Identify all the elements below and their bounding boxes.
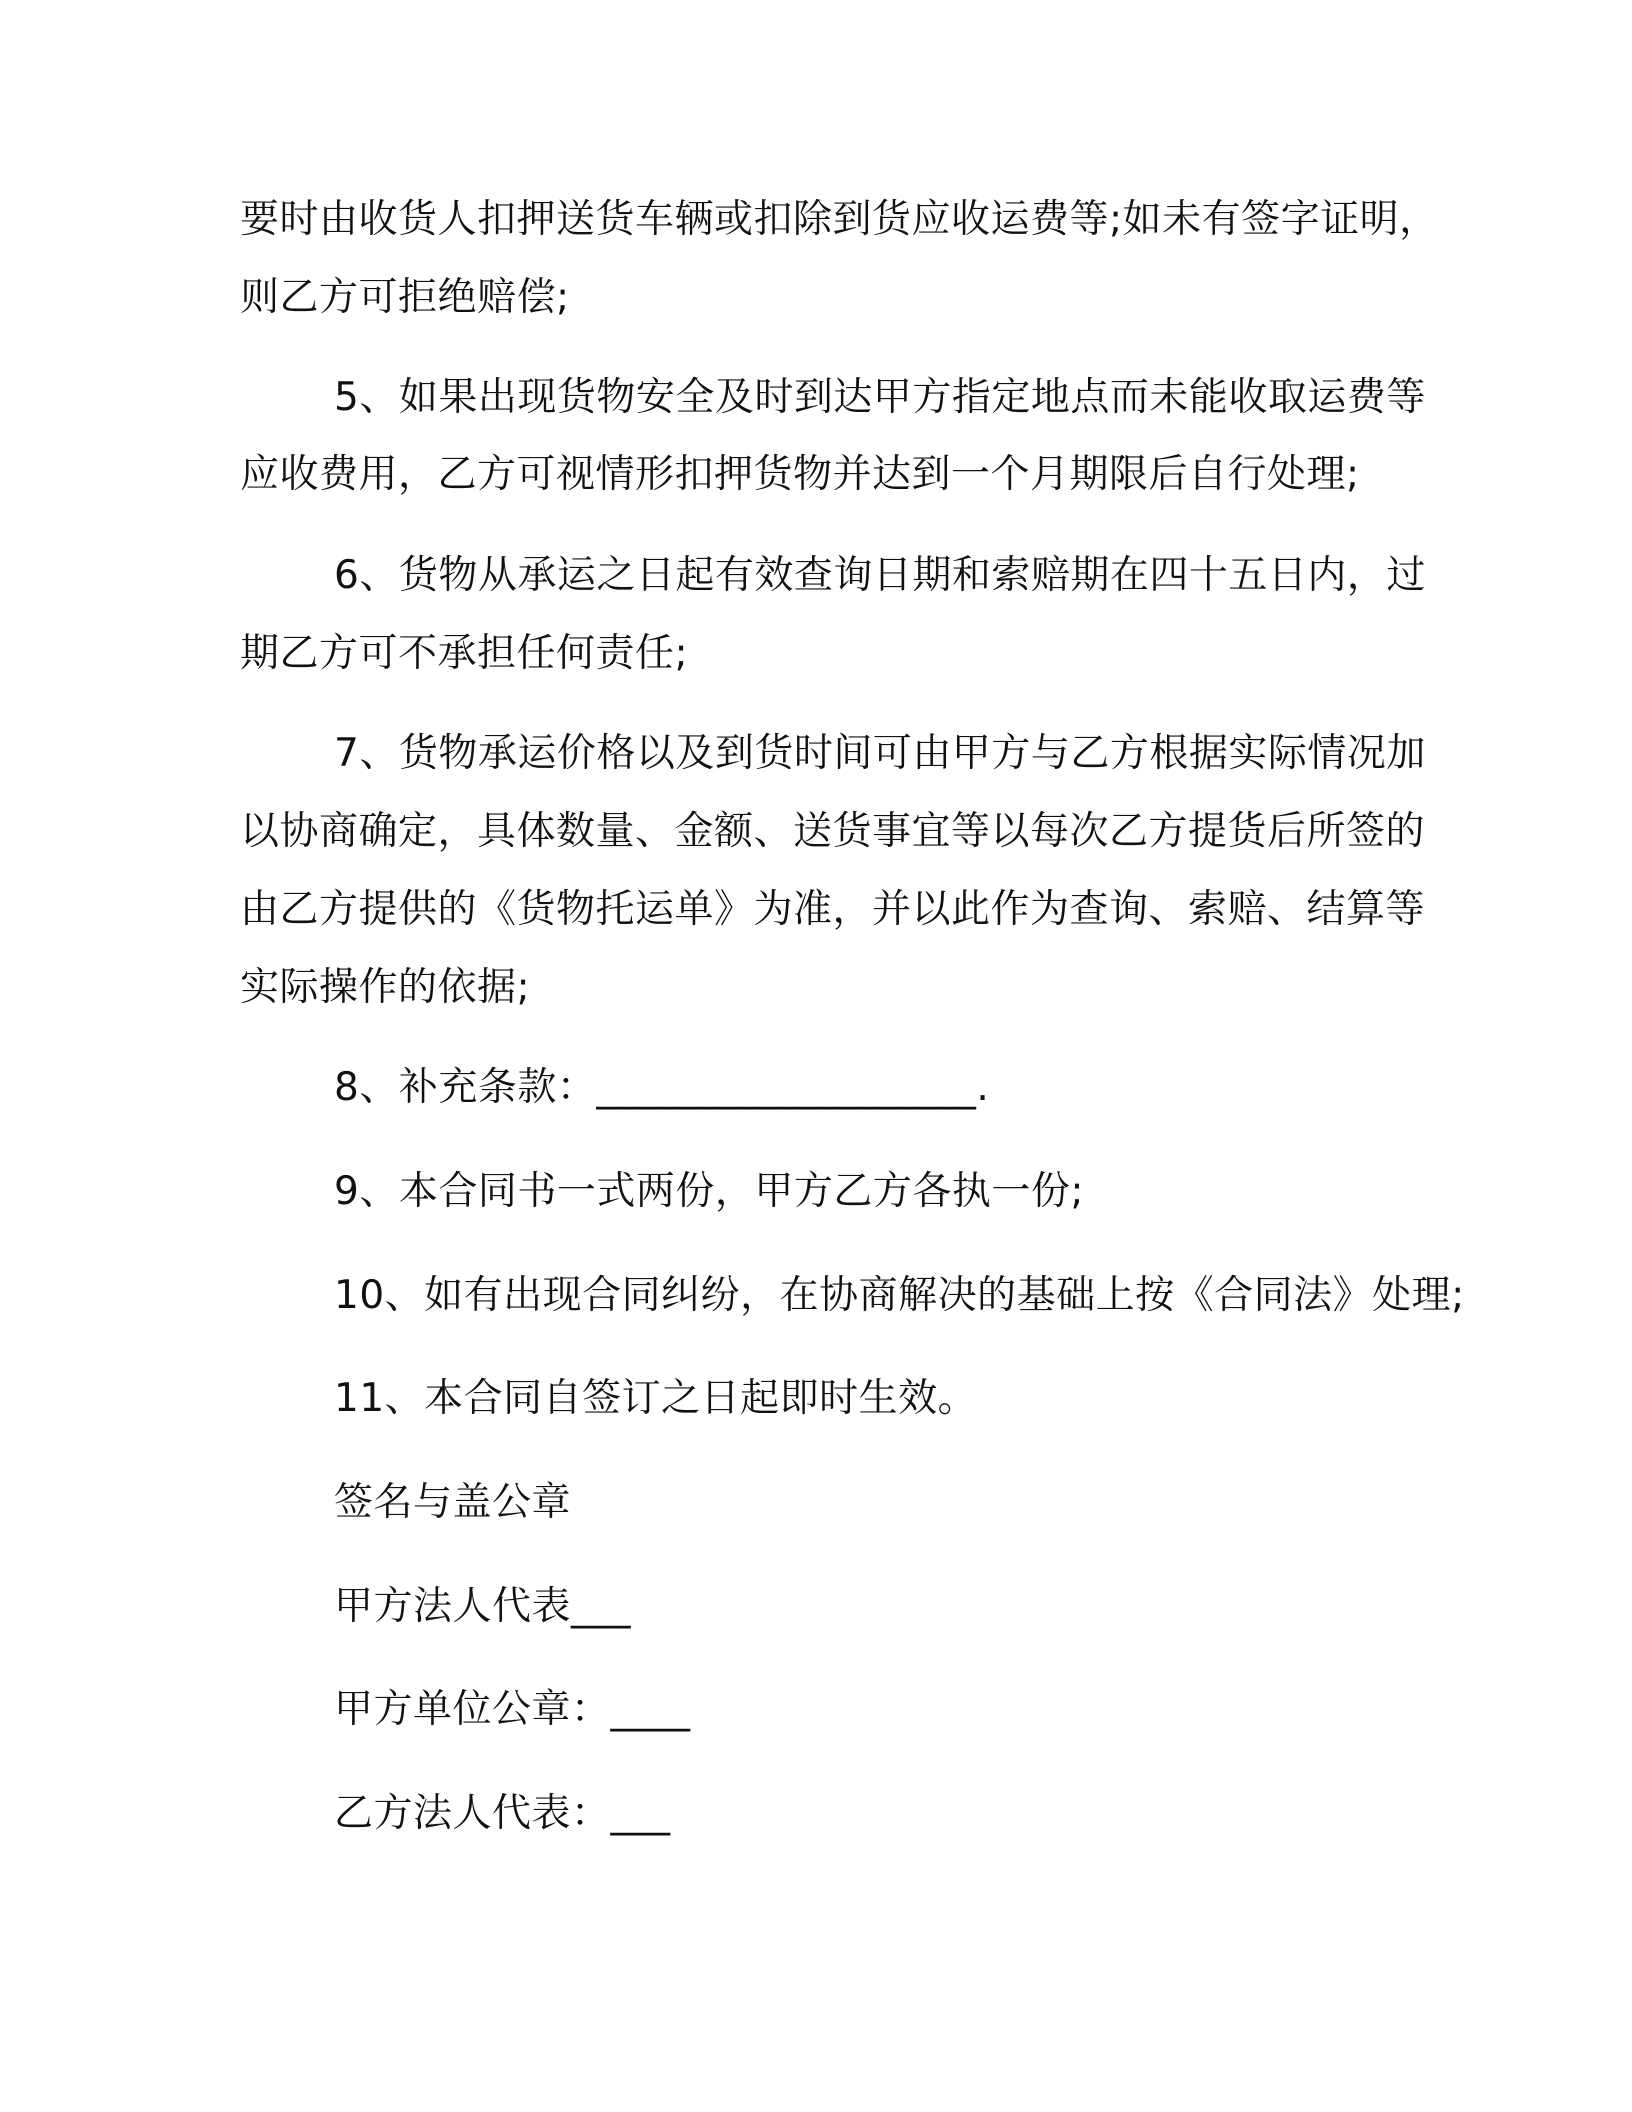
clause-4-continuation-line-2: 则乙方可拒绝赔偿; [240, 275, 570, 320]
party-a-legal-rep: 甲方法人代表___ [334, 1584, 632, 1629]
clause-4-continuation-line-1: 要时由收货人扣押送货车辆或扣除到货应收运费等;如未有签字证明， [240, 197, 1439, 242]
clause-7-line-4: 实际操作的依据; [240, 965, 531, 1010]
clause-7-line-1: 7、货物承运价格以及到货时间可由甲方与乙方根据实际情况加 [334, 731, 1426, 776]
clause-10-disputes: 10、如有出现合同纠纷，在协商解决的基础上按《合同法》处理; [334, 1273, 1465, 1318]
clause-6-line-2: 期乙方可不承担任何责任; [240, 631, 689, 676]
signature-heading: 签名与盖公章 [334, 1480, 572, 1525]
clause-9-copies: 9、本合同书一式两份，甲方乙方各执一份; [334, 1169, 1084, 1214]
clause-8-supplementary: 8、补充条款：___________________. [334, 1065, 990, 1110]
party-a-seal: 甲方单位公章：____ [334, 1687, 691, 1732]
clause-7-line-2: 以协商确定，具体数量、金额、送货事宜等以每次乙方提货后所签的 [240, 809, 1426, 854]
clause-5-line-2: 应收费用，乙方可视情形扣押货物并达到一个月期限后自行处理; [240, 452, 1360, 497]
party-b-legal-rep: 乙方法人代表：___ [334, 1791, 671, 1836]
clause-6-line-1: 6、货物从承运之日起有效查询日期和索赔期在四十五日内，过 [334, 553, 1426, 598]
clause-7-line-3: 由乙方提供的《货物托运单》为准，并以此作为查询、索赔、结算等 [240, 887, 1426, 932]
clause-11-effective: 11、本合同自签订之日起即时生效。 [334, 1376, 978, 1421]
clause-5-line-1: 5、如果出现货物安全及时到达甲方指定地点而未能收取运费等 [334, 375, 1426, 420]
